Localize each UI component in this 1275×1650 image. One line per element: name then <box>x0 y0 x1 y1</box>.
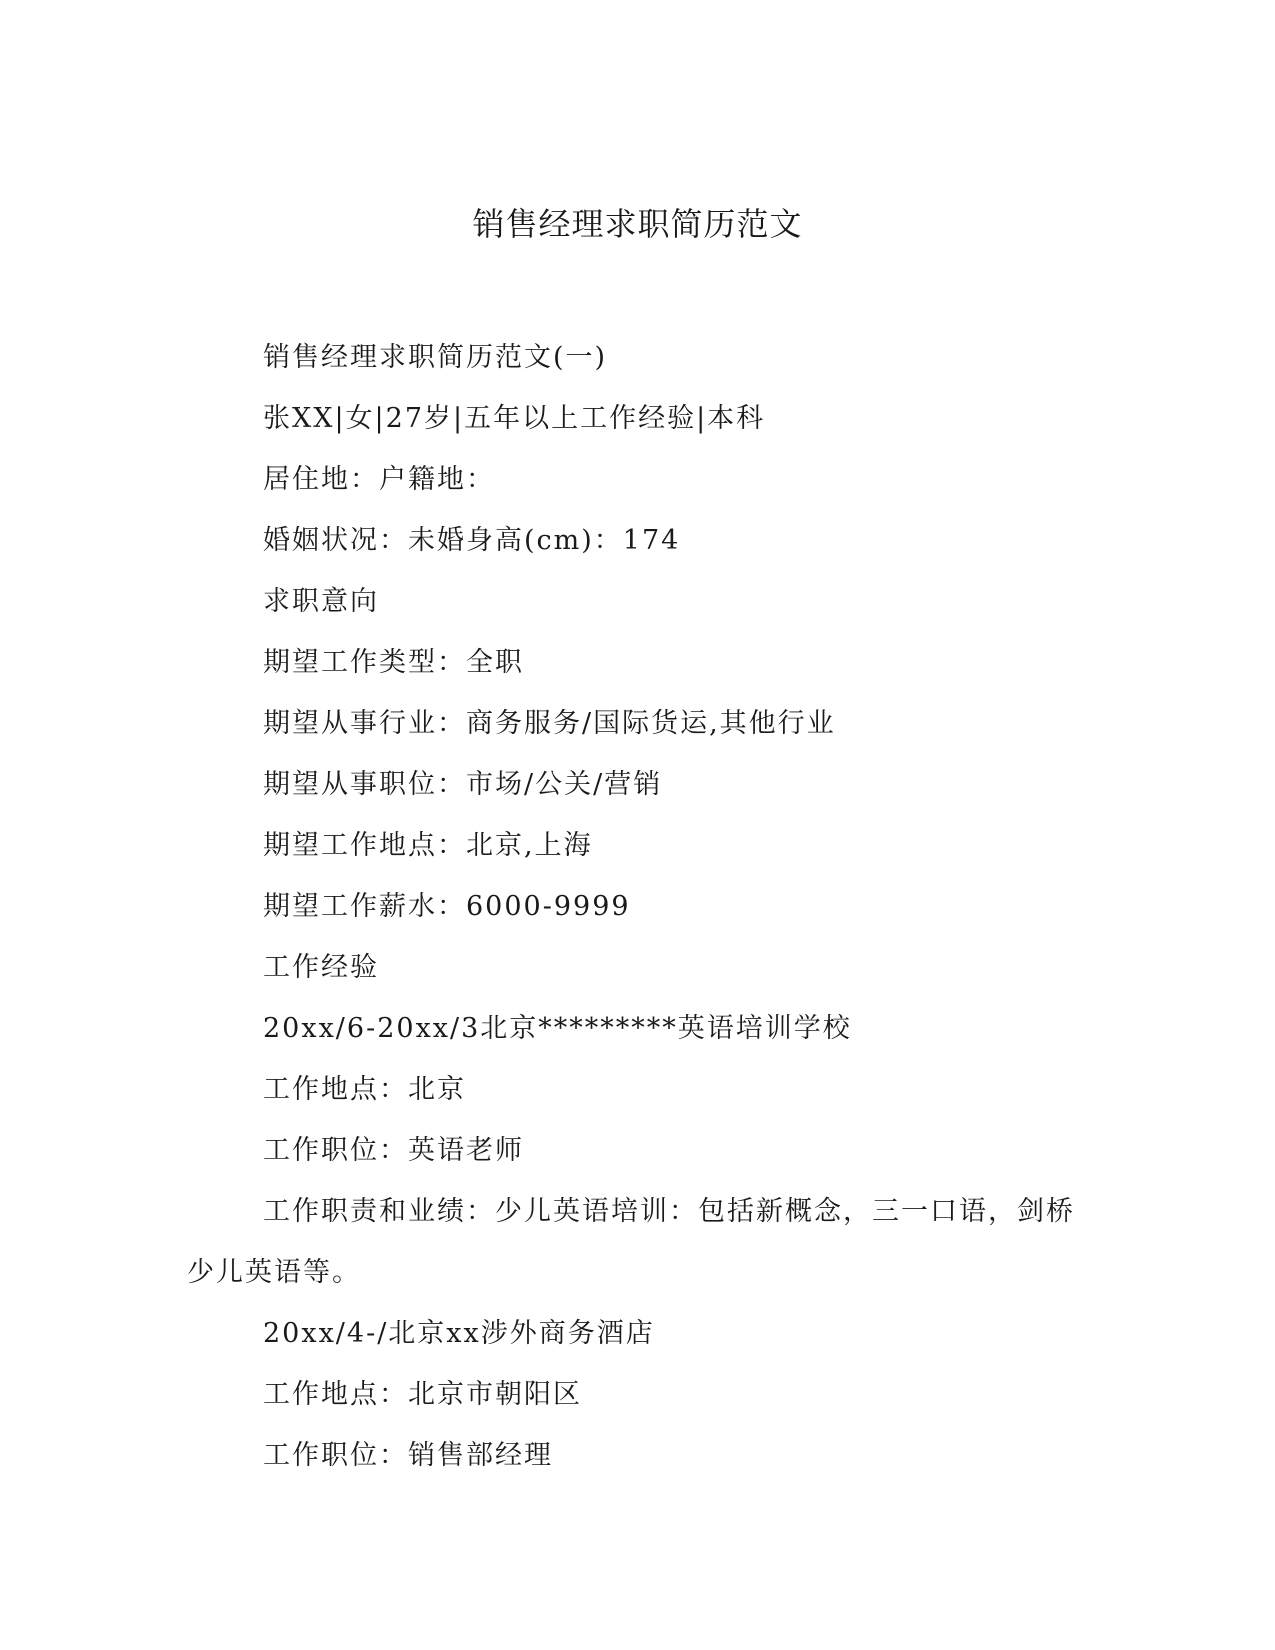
experience-2-period: 20xx/4-/北京xx涉外商务酒店 <box>263 1318 655 1349</box>
expected-location: 期望工作地点：北京,上海 <box>263 830 593 861</box>
expected-industry: 期望从事行业：商务服务/国际货运,其他行业 <box>263 708 836 739</box>
expected-position: 期望从事职位：市场/公关/营销 <box>263 769 663 800</box>
experience-1-position: 工作职位：英语老师 <box>263 1135 524 1166</box>
document-title: 销售经理求职简历范文 <box>472 205 803 243</box>
experience-1-duties: 工作职责和业绩：少儿英语培训：包括新概念，三一口语，剑桥少儿英语等。 <box>187 1196 1075 1288</box>
experience-2-position: 工作职位：销售部经理 <box>263 1440 553 1471</box>
residence-line: 居住地：户籍地： <box>263 464 495 495</box>
personal-summary: 张XX|女|27岁|五年以上工作经验|本科 <box>263 403 766 434</box>
marital-height-line: 婚姻状况：未婚身高(cm)：174 <box>263 525 681 556</box>
section-heading: 销售经理求职简历范文(一) <box>263 342 608 373</box>
experience-1-period: 20xx/6-20xx/3北京*********英语培训学校 <box>263 1013 852 1044</box>
work-experience-heading: 工作经验 <box>263 952 379 983</box>
document-body <box>187 327 1087 1486</box>
experience-1-location: 工作地点：北京 <box>263 1074 466 1105</box>
expected-salary: 期望工作薪水：6000-9999 <box>263 891 631 922</box>
expected-job-type: 期望工作类型：全职 <box>263 647 524 678</box>
job-intention-heading: 求职意向 <box>263 586 379 617</box>
experience-2-location: 工作地点：北京市朝阳区 <box>263 1379 582 1410</box>
